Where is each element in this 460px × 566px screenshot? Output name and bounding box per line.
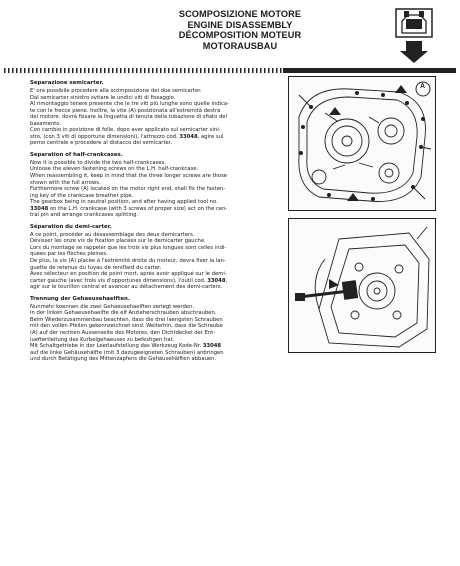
engine-section-icon (394, 7, 434, 65)
body-text-line: ing key of the crankcase breather pipe. (30, 192, 134, 199)
body-text-line: Al rimontaggio tenere presente che le tre viti più lunghe sono quelle indica- (30, 101, 230, 108)
body-text-line: Nunmehr koennen die zwei Gehaeusehaelften zerlegt werden. (30, 303, 195, 310)
body-text-line: E' ora possibile procedere alla scomposizione dei due semicarter. (30, 88, 202, 94)
body-text-line: Beim Wiederzusammenbau beachten, dass die drei laengsten Schrauben (30, 316, 223, 323)
body-text-line: Dal semicarter sinistro svitare le undici viti di fissaggio. (30, 94, 176, 101)
section-divider-solid (283, 68, 456, 73)
body-text-line: Furthermore screw (A) located on the motor right end, shall fix the fasten- (30, 186, 226, 193)
body-text-line: und durch Betätigung des Mittenzapfens die Gehäusehälften abbauen. (30, 356, 217, 363)
header-title-en: ENGINE DISASSEMBLY (187, 19, 293, 30)
section-title: Separazione semicarter. (30, 80, 104, 86)
body-text-line: mit den vollen Pfeilen gekennzeichnet sind. Weiterhin, dass die Schraube (30, 323, 223, 330)
body-text-line: 33048 on the L.H. crankcase (with 3 screws of proper size) act on the cen- (30, 205, 228, 212)
body-text-line: When reassembling it, keep in mind that the three longer screws are those (30, 173, 228, 180)
body-text-line: stro, (con 3 viti di opportune dimensioni), l'attrezzo cod. 33048, agire sul (30, 133, 224, 140)
body-text-line: shown with the full arrows. (30, 179, 101, 186)
section-title: Trennung der Gehaeusehaelften. (30, 295, 130, 302)
header-title-it: SCOMPOSIZIONE MOTORE (178, 9, 302, 19)
body-text-line: perno centrale e procedere al distacco dei semicarter. (30, 140, 173, 147)
body-text-line: Dévisser les onze vis de fixation placées sur le demicarter gauche. (30, 238, 206, 245)
body-text-line: tral pin and arrange crankcases splitting. (30, 212, 139, 219)
body-text-line: carter gauche (avec trois vis d'opportunes dimensions), l'outil cod. 33048, (30, 277, 228, 284)
body-text-line: (A) auf der rechten Aussenseite des Motores, den Dichtdeckel der Ent- (30, 329, 216, 336)
body-text-line: The gearbox being in neutral position, and after having applied tool no. (30, 199, 218, 206)
header-title-fr: DÉCOMPOSITION MOTEUR (178, 30, 302, 40)
body-text-line: Lors du montage se rappeler que les trois vis plus longues sont celles indi- (30, 244, 227, 251)
body-text-line: Avec sélecteur en position de point mort, après avoir appliqué sur le demi- (30, 271, 227, 278)
crankcase-illustration (288, 76, 436, 211)
body-text-line: te con le frecce piene. Inoltre, la vite (A) posizionata all'estremità destra (30, 107, 221, 114)
body-text-line: lueftertleitung des Kurbelgehaeuses zu befestigen hat. (30, 336, 175, 343)
body-text-line: De plus, la vis (A) placée à l'extrémité droite du moteur, devra fixer la lan- (30, 258, 226, 265)
body-text-line: basamento. (30, 120, 62, 127)
page-header (140, 9, 340, 51)
body-text-line: Mit Schaltgetriebe in der Leerlaufstellung das Werkzeug Kode-Nr. 33048 (30, 343, 222, 350)
body-text-line: Con cambio in posizione di folle, dopo aver applicato sul semicarter sini- (30, 127, 221, 134)
body-text-line: quées par les flèches pleines. (30, 251, 108, 258)
figure-callout-label: A (420, 83, 426, 90)
text-section (30, 296, 282, 363)
text-section (30, 80, 282, 147)
header-title-de: MOTORAUSBAU (202, 40, 278, 51)
text-section (30, 224, 282, 291)
body-text-line: guette de retenue du tuyau de reniflard du carter. (30, 264, 162, 271)
body-text-line: Now it is possible to divide the two half-crankcases. (30, 159, 166, 166)
tool-illustration (288, 218, 436, 353)
body-text-line: In der linken Gehaeusehaelfte die elf Anzieherschrauben abschrauben. (30, 310, 217, 317)
text-column (30, 80, 282, 368)
body-text-line: agir sur le tourillon central et avancer au détachement des demi-carters. (30, 284, 223, 291)
section-title: Separation of half-crankcases. (30, 151, 123, 158)
section-title: Séparation du demi-carter. (30, 223, 112, 230)
body-text-line: auf die linke Gehäusehälfte (mit 3 dazugeeigneten Schrauben) anbringen (30, 349, 224, 356)
body-text-line: A ce point, procéder au désassemblage des deux demicarters. (30, 231, 195, 238)
body-text-line: del motore, dovrà fissare la linguetta di tenuta della tubazione di sfiato del (30, 114, 227, 121)
text-section (30, 152, 282, 219)
body-text-line: Unloose the eleven fastening screws on the L.H. half-crankcase. (30, 166, 199, 173)
